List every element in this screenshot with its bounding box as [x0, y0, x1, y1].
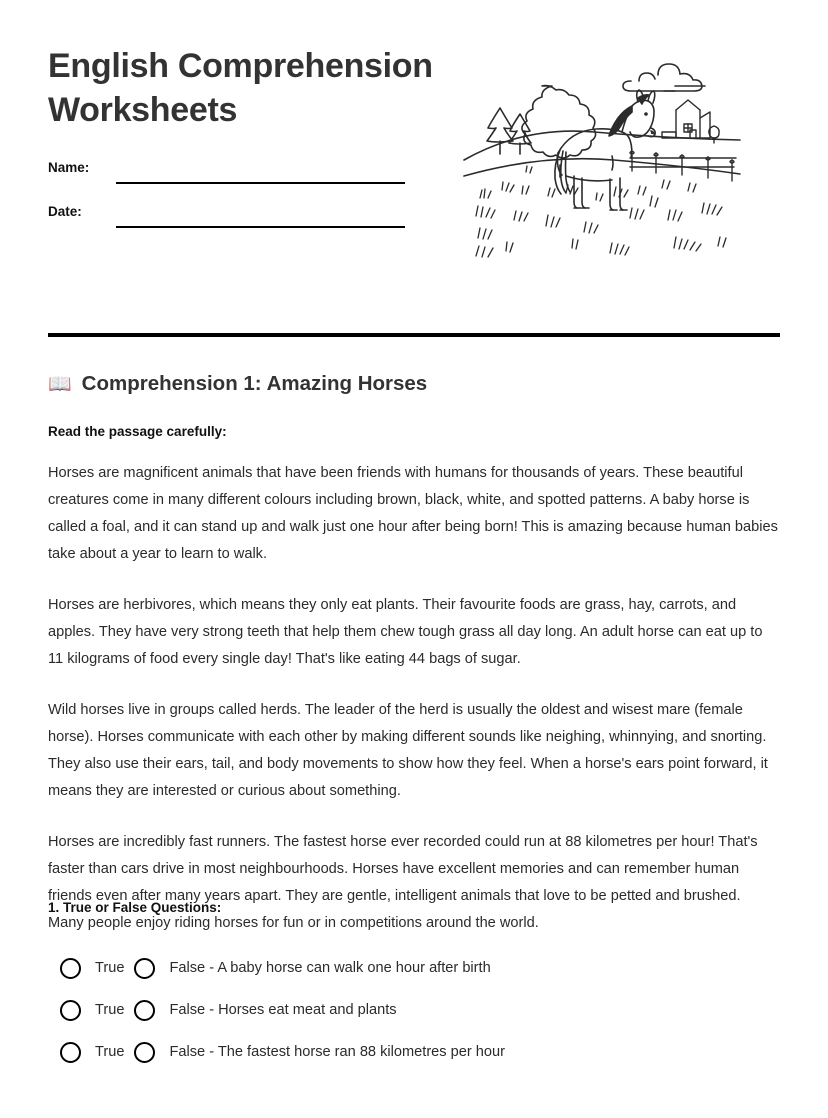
- section-divider: [48, 333, 780, 337]
- question-row: [48, 1031, 778, 1073]
- true-radio[interactable]: [60, 1042, 81, 1063]
- true-label: True: [95, 1044, 125, 1060]
- question-statement: False - Horses eat meat and plants: [169, 1002, 397, 1018]
- question-statement: False - A baby horse can walk one hour after birth: [169, 960, 491, 976]
- page-title: English Comprehension Worksheets: [48, 47, 433, 129]
- read-instruction: Read the passage carefully:: [48, 424, 227, 439]
- comprehension-heading: [48, 372, 427, 396]
- far-hill: [464, 131, 740, 160]
- true-radio[interactable]: [60, 958, 81, 979]
- name-input-line[interactable]: [116, 182, 405, 184]
- true-label: True: [95, 1002, 125, 1018]
- passage-paragraph: Horses are incredibly fast runners. The fastest horse ever recorded could run at 88 kilometres per hour! That's faster than cars drive in most neighbourhoods. Horses have excellent memories and can remember human friends even after many years apart. They are gentle, intelligent animals that love to be petted and brushed. Many people enjoy riding horses for fun or in competitions around the world.: [48, 834, 758, 931]
- pine-trees: [487, 108, 531, 154]
- date-field-row: [48, 200, 448, 244]
- question-row: [48, 947, 778, 989]
- false-radio[interactable]: [134, 1000, 155, 1021]
- false-radio[interactable]: [134, 958, 155, 979]
- question-row: [48, 989, 778, 1031]
- passage-paragraph: Horses are herbivores, which means they only eat plants. Their favourite foods are grass, hay, carrots, and apples. They have very strong teeth that help them chew tough grass all day long. An adult horse can eat up to 11 kilograms of food every single day! That's like eating 44 bags of sugar.: [48, 597, 763, 667]
- student-fields: [48, 156, 448, 244]
- horse-illustration: [462, 48, 742, 263]
- date-input-line[interactable]: [116, 226, 405, 228]
- passage-text: [48, 460, 778, 937]
- question-statement: False - The fastest horse ran 88 kilometres per hour: [169, 1044, 506, 1060]
- questions-section: [48, 900, 778, 1073]
- open-book-icon: 📖: [48, 373, 72, 395]
- false-radio[interactable]: [134, 1042, 155, 1063]
- passage-paragraph: Horses are magnificent animals that have been friends with humans for thousands of years. These beautiful creatures come in many different colours including brown, black, white, and spotted patterns. A baby horse is called a foal, and it can stand up and walk just one hour after being born! This is amazing because human babies take about a year to learn to walk.: [48, 465, 778, 562]
- grass-tufts: [476, 166, 726, 257]
- date-label: Date:: [48, 204, 82, 219]
- name-label: Name:: [48, 160, 90, 175]
- clouds-icon: [623, 64, 705, 91]
- true-radio[interactable]: [60, 1000, 81, 1021]
- name-field-row: [48, 156, 448, 200]
- comprehension-heading-text: Comprehension 1: Amazing Horses: [81, 372, 428, 395]
- passage-paragraph: Wild horses live in groups called herds. The leader of the herd is usually the oldest and wisest mare (female horse). Horses communicate with each other by making different sounds like neighing, whinnying, and snorting. They also use their ears, tail, and body movements to show how they feel. When a horse's ears point forward, it means they are interested or curious about something.: [48, 702, 768, 799]
- true-label: True: [95, 960, 125, 976]
- questions-title: 1. True or False Questions:: [48, 900, 222, 915]
- horse: [555, 90, 655, 210]
